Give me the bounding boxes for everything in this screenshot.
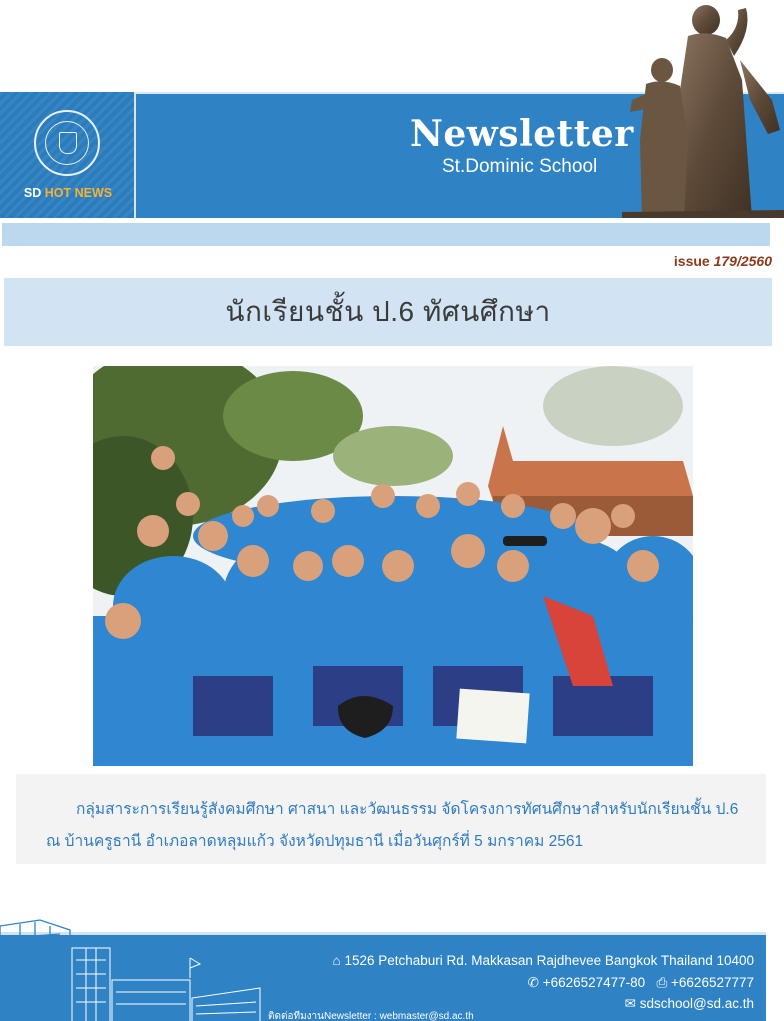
home-icon: ⌂	[332, 953, 341, 968]
footer-address: 1526 Petchaburi Rd. Makkasan Rajdhevee Bangkok Thailand 10400	[344, 953, 754, 968]
footer-fax: +6626527777	[671, 975, 754, 990]
statue-image	[622, 0, 784, 218]
newsletter-subtitle: St.Dominic School	[442, 156, 598, 177]
header-light-bar	[2, 222, 770, 246]
footer	[0, 918, 784, 1021]
article-caption-box	[16, 774, 766, 864]
fax-icon: ⎙	[656, 975, 668, 990]
mail-icon: ✉	[624, 996, 636, 1011]
caption-line-2: ณ บ้านครูธานี อำเภอลาดหลุมแก้ว จังหวัดปทุมธานี เมื่อวันศุกร์ที่ 5 มกราคม 2561	[46, 833, 584, 850]
students-group-photo	[93, 366, 693, 766]
article-title-box	[4, 278, 772, 346]
footer-phone: +6626527477-80	[542, 975, 646, 990]
phone-icon: ✆	[527, 975, 539, 990]
footer-address-line	[333, 953, 754, 968]
footer-phone-line	[528, 975, 754, 991]
sd-hot-news-badge	[0, 186, 136, 200]
article-title: นักเรียนชั้น ป.6 ทัศนศึกษา	[225, 296, 551, 327]
school-seal-icon	[34, 110, 100, 176]
footer-email-line[interactable]	[625, 996, 754, 1012]
issue-value: 179/2560	[713, 253, 772, 269]
school-logo-block	[0, 92, 136, 218]
issue-number	[674, 253, 772, 269]
issue-label: issue	[673, 253, 710, 269]
badge-sd: SD	[23, 186, 42, 200]
newsletter-title: Newsletter	[410, 113, 634, 155]
school-building-skyline	[0, 918, 270, 1021]
caption-line-1: กลุ่มสาระการเรียนรู้สังคมศึกษา ศาสนา และวัฒนธรรม จัดโครงการทัศนศึกษาสำหรับนักเรียนชั้น ป.6	[76, 801, 739, 818]
footer-email[interactable]: sdschool@sd.ac.th	[639, 996, 754, 1011]
newsletter-contact[interactable]: ติดต่อทีมงานNewsletter : webmaster@sd.ac.th	[268, 1011, 474, 1021]
badge-hot-news: HOT NEWS	[44, 186, 113, 200]
